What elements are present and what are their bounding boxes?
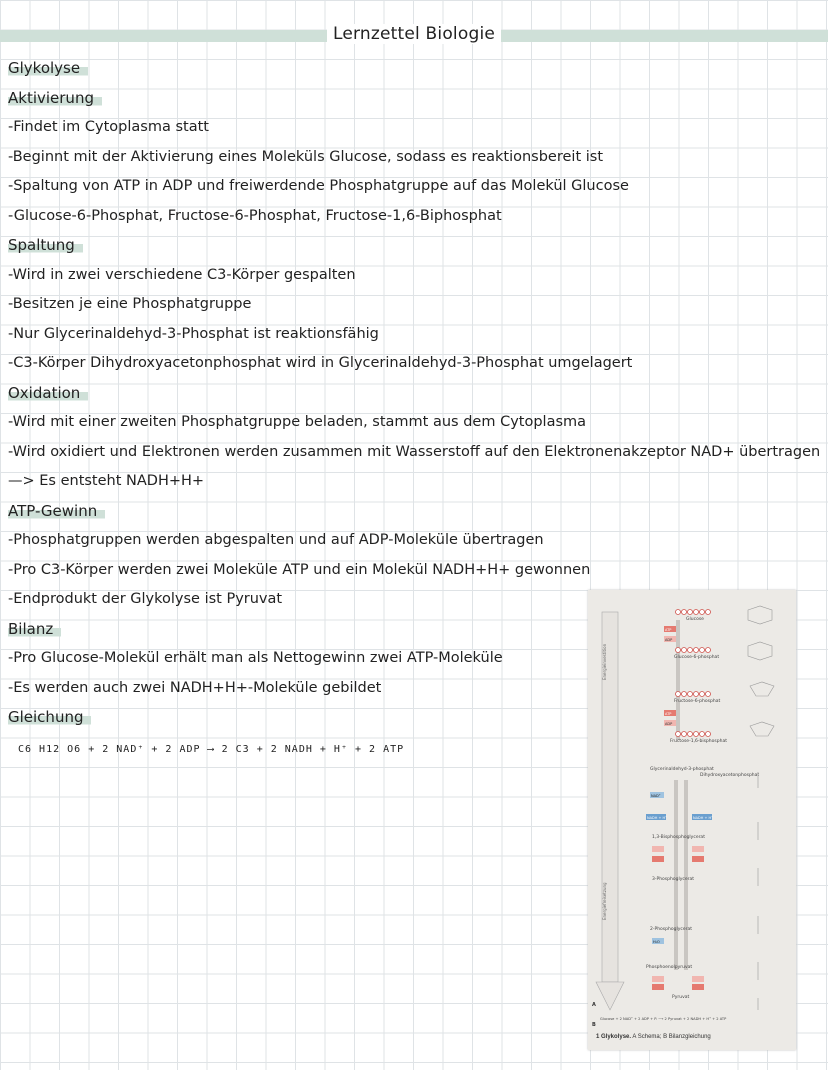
energy-arrow-head: [596, 982, 624, 1010]
nad-label: NAD⁺: [651, 794, 661, 798]
carbon-chain-f16bp: [676, 732, 711, 737]
pathway-arrow-left: [674, 780, 678, 970]
note-text: -C3-Körper Dihydroxyacetonphosphat wird in Glycerinaldehyd-3-Phosphat umgelagert: [8, 355, 633, 371]
section-heading: [8, 379, 778, 409]
adp-label-2: ADP: [665, 722, 673, 726]
carbon-chain-g6p: [676, 648, 711, 653]
label-pep: Phosphoenolpyruvat: [646, 965, 693, 970]
note-line: [8, 143, 778, 173]
note-text: -Wird mit einer zweiten Phosphatgruppe beladen, stammt aus dem Cytoplasma: [8, 414, 587, 430]
glycolysis-equation: C6 H12 O6 + 2 NAD⁺ + 2 ADP ⟶ 2 C3 + 2 NADH + H⁺ + 2 ATP: [18, 744, 405, 755]
pathway-arrow-upper: [676, 620, 680, 740]
note-text: -Es werden auch zwei NADH+H+-Moleküle gebildet: [8, 679, 382, 696]
panel-b-label: B: [592, 1022, 596, 1028]
section-heading: [8, 84, 778, 114]
heading-text: ATP-Gewinn: [8, 502, 105, 520]
nadh-label: NADH + H⁺: [647, 816, 667, 820]
carbon-chain-f6p: [676, 692, 711, 697]
carbon-chain-glucose: [676, 610, 711, 615]
note-text: -Nur Glycerinaldehyd-3-Phosphat ist reaktionsfähig: [8, 325, 379, 342]
heading-text: Spaltung: [8, 236, 83, 254]
caption-rest: A Schema; B Bilanzgleichung: [632, 1034, 711, 1040]
label-g6p: Glucose-6-phosphat: [674, 655, 720, 660]
note-line: [8, 202, 778, 232]
note-text: -Glucose-6-Phosphat, Fructose-6-Phosphat, Fructose-1,6-Biphosphat: [8, 207, 502, 224]
note-text: -Phosphatgruppen werden abgespalten und auf ADP-Moleküle übertragen: [8, 532, 544, 548]
adp-box-3: [652, 846, 664, 852]
label-dhap: Dihydroxyacetonphosphat: [700, 773, 760, 778]
heading-text: Gleichung: [8, 708, 91, 726]
note-line: [8, 172, 778, 202]
note-line: [8, 320, 778, 350]
atp-box-3: [652, 856, 664, 862]
heading-text: Oxidation: [8, 384, 88, 402]
heading-text: Aktivierung: [8, 89, 102, 107]
note-text: -Wird oxidiert und Elektronen werden zusammen mit Wasserstoff auf den Elektronenakzeptor NAD+ übertragen: [8, 443, 821, 460]
note-line: [8, 290, 778, 320]
section-heading: [8, 54, 778, 84]
note-text: -Spaltung von ATP in ADP und freiwerdende Phosphatgruppe auf das Molekül Glucose: [8, 178, 629, 194]
note-line: [8, 408, 778, 438]
atp-label-2: ATP: [665, 712, 672, 716]
atp-box-4: [692, 856, 704, 862]
note-text: -Pro Glucose-Molekül erhält man als Nettogewinn zwei ATP-Moleküle: [8, 650, 503, 666]
note-line: [8, 349, 778, 379]
atp-label-1: ATP: [665, 628, 672, 632]
adp-box-5: [652, 976, 664, 982]
note-line: [8, 556, 778, 586]
adp-label-1: ADP: [665, 638, 673, 642]
label-pyruvat: Pyruvat: [672, 995, 690, 1000]
note-line: [8, 467, 778, 497]
glycolysis-diagram: [588, 590, 796, 1050]
note-text: —> Es entsteht NADH+H+: [8, 473, 205, 489]
structure-formulas: [748, 606, 774, 1010]
glycolysis-figure: [588, 590, 796, 1050]
nadh-label-2: NADH + H⁺: [693, 816, 713, 820]
note-text: -Pro C3-Körper werden zwei Moleküle ATP und ein Molekül NADH+H+ gewonnen: [8, 561, 591, 578]
label-3pg: 3-Phosphoglycerat: [652, 877, 694, 882]
energy-investment-label: Energieinvestition: [602, 643, 607, 680]
panel-a-label: A: [592, 1002, 596, 1008]
note-line: [8, 438, 821, 468]
adp-box-4: [692, 846, 704, 852]
label-f6p: Fructose-6-phosphat: [674, 699, 721, 704]
section-heading: [8, 497, 778, 527]
atp-box-5: [652, 984, 664, 990]
heading-text: Glykolyse: [8, 59, 88, 77]
figure-caption: [596, 1034, 711, 1040]
energy-release-label: Energiefreisetzung: [602, 882, 607, 920]
balance-equation: Glucose + 2 NAD⁺ + 2 ADP + Pᵢ ⟶ 2 Pyruvat + 2 NADH + H⁺ + 2 ATP: [600, 1017, 727, 1021]
note-text: -Endprodukt der Glykolyse ist Pyruvat: [8, 591, 283, 607]
note-line: [8, 526, 778, 556]
atp-box-6: [692, 984, 704, 990]
label-2pg: 2-Phosphoglycerat: [650, 927, 692, 932]
section-heading: [8, 231, 778, 261]
note-line: [8, 113, 778, 143]
label-gap: Glycerinaldehyd-3-phosphat: [650, 767, 714, 772]
page-title: Lernzettel Biologie: [0, 24, 828, 44]
label-f16bp: Fructose-1,6-bisphosphat: [670, 739, 727, 744]
heading-text: Bilanz: [8, 620, 61, 638]
label-bpg: 1,3-Bisphosphoglycerat: [652, 835, 705, 840]
note-text: -Wird in zwei verschiedene C3-Körper gespalten: [8, 266, 356, 283]
note-text: -Findet im Cytoplasma statt: [8, 119, 209, 135]
note-line: [8, 261, 778, 291]
note-text: -Besitzen je eine Phosphatgruppe: [8, 296, 252, 312]
caption-number: 1: [596, 1034, 600, 1040]
caption-title: Glykolyse.: [601, 1034, 632, 1040]
note-text: -Beginnt mit der Aktivierung eines Moleküls Glucose, sodass es reaktionsbereit ist: [8, 148, 604, 165]
adp-box-6: [692, 976, 704, 982]
label-glucose: Glucose: [686, 617, 704, 622]
pathway-arrow-right: [684, 780, 688, 970]
h2o-label: H₂O: [653, 940, 660, 944]
